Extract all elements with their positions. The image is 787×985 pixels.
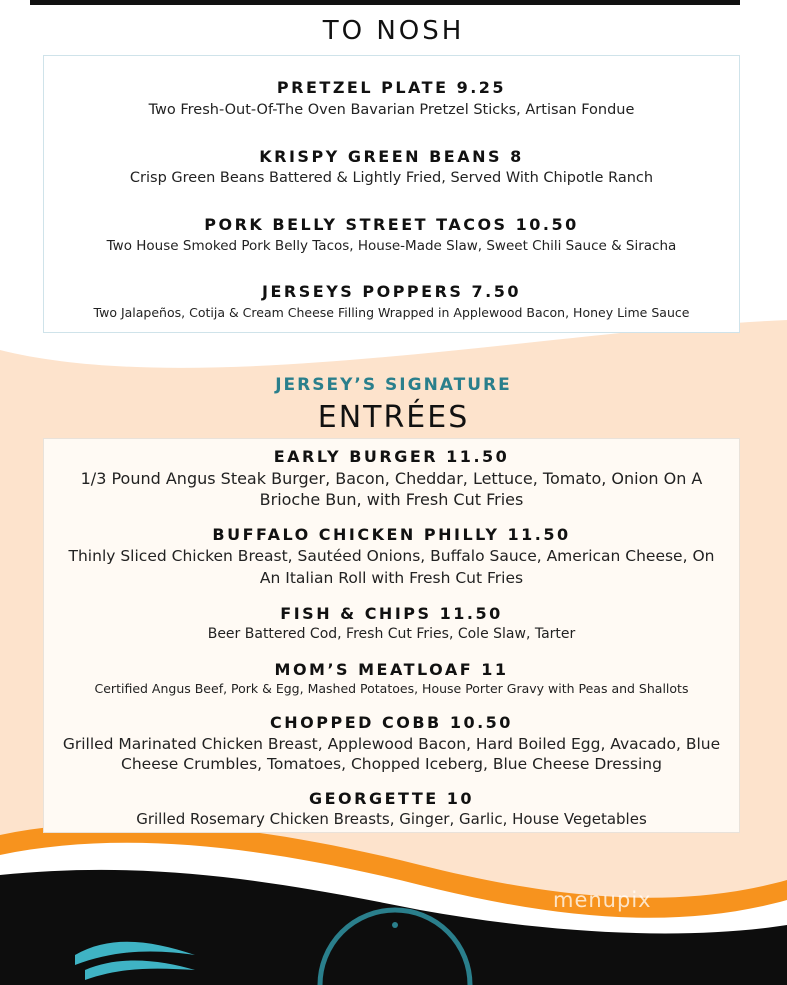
to-nosh-heading: TO NOSH — [322, 16, 465, 46]
menu-item-description: 1/3 Pound Angus Steak Burger, Bacon, Cheddar, Lettuce, Tomato, Onion On A — [80, 469, 703, 488]
to-nosh-box — [43, 55, 740, 333]
menu-item-description: Thinly Sliced Chicken Breast, Sautéed Onions, Buffalo Sauce, American Cheese, On — [68, 547, 715, 565]
menu-item-description: Two House Smoked Pork Belly Tacos, House-Made Slaw, Sweet Chili Sauce & Siracha — [106, 238, 677, 254]
menu-item-name: PRETZEL PLATE 9.25 — [276, 78, 507, 97]
menu-item-description: Beer Battered Cod, Fresh Cut Fries, Cole Slaw, Tarter — [207, 626, 576, 642]
menu-item-description: Brioche Bun, with Fresh Cut Fries — [259, 490, 524, 509]
menu-item-description: An Italian Roll with Fresh Cut Fries — [259, 569, 524, 587]
menu-item-name: PORK BELLY STREET TACOS 10.50 — [204, 215, 579, 234]
menu-item-name: KRISPY GREEN BEANS 8 — [259, 147, 524, 166]
menu-item-description: Two Fresh-Out-Of-The Oven Bavarian Pretzel Sticks, Artisan Fondue — [148, 102, 635, 118]
menu-item-description: Crisp Green Beans Battered & Lightly Fried, Served With Chipotle Ranch — [129, 170, 654, 186]
signature-label: JERSEY’S SIGNATURE — [275, 375, 512, 395]
menu-item-description: Cheese Crumbles, Tomatoes, Chopped Iceberg, Blue Cheese Dressing — [121, 755, 662, 773]
menu-item-name: JERSEYS POPPERS 7.50 — [262, 282, 521, 301]
menu-item-description: Grilled Rosemary Chicken Breasts, Ginger, Garlic, House Vegetables — [136, 810, 647, 828]
menu-item-name: MOM’S MEATLOAF 11 — [274, 660, 509, 679]
menu-item-name: CHOPPED COBB 10.50 — [270, 713, 513, 732]
menu-item-name: EARLY BURGER 11.50 — [273, 447, 510, 466]
menu-item-description: Grilled Marinated Chicken Breast, Applewood Bacon, Hard Boiled Egg, Avacado, Blue — [62, 735, 721, 753]
top-border-bar — [30, 0, 740, 5]
menu-item-description: Two Jalapeños, Cotija & Cream Cheese Filling Wrapped in Applewood Bacon, Honey Lime Sauce — [93, 305, 690, 320]
menu-item-name: BUFFALO CHICKEN PHILLY 11.50 — [212, 525, 571, 544]
entrees-box — [43, 438, 740, 833]
menu-item-name: GEORGETTE 10 — [308, 789, 474, 808]
menu-item-description: Certified Angus Beef, Pork & Egg, Mashed Potatoes, House Porter Gravy with Peas and Shallots — [94, 681, 689, 696]
menu-item-name: FISH & CHIPS 11.50 — [280, 604, 503, 623]
entrees-heading: ENTRÉES — [317, 400, 470, 435]
menupix-watermark: menupix — [553, 888, 652, 912]
